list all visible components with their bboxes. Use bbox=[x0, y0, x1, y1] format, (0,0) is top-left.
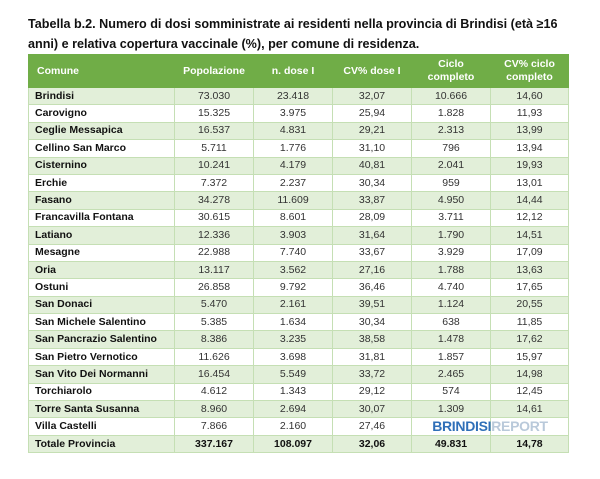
table-row bbox=[29, 140, 569, 157]
table-row bbox=[29, 261, 569, 278]
value-cell: 27,46 bbox=[333, 418, 412, 435]
value-cell: 11.626 bbox=[175, 348, 254, 365]
value-cell: 1.788 bbox=[412, 261, 491, 278]
value-cell: 33,67 bbox=[333, 244, 412, 261]
value-cell: 31,81 bbox=[333, 348, 412, 365]
value-cell: 14,98 bbox=[491, 366, 569, 383]
value-cell: 29,21 bbox=[333, 122, 412, 139]
value-cell: 16.537 bbox=[175, 122, 254, 139]
comune-cell: Ostuni bbox=[29, 279, 175, 296]
comune-cell: San Vito Dei Normanni bbox=[29, 366, 175, 383]
value-cell: 1.478 bbox=[412, 331, 491, 348]
value-cell: 1.857 bbox=[412, 348, 491, 365]
comune-cell: Totale Provincia bbox=[29, 435, 175, 452]
value-cell: 36,46 bbox=[333, 279, 412, 296]
table-row bbox=[29, 296, 569, 313]
value-cell: 4.612 bbox=[175, 383, 254, 400]
value-cell: 5.711 bbox=[175, 140, 254, 157]
value-cell: 638 bbox=[412, 314, 491, 331]
value-cell: 337.167 bbox=[175, 435, 254, 452]
value-cell: 32,07 bbox=[333, 88, 412, 105]
comune-cell: Torchiarolo bbox=[29, 383, 175, 400]
value-cell: 30,07 bbox=[333, 401, 412, 418]
table-row bbox=[29, 314, 569, 331]
value-cell: 12,45 bbox=[491, 383, 569, 400]
value-cell: 4.740 bbox=[412, 279, 491, 296]
column-header: Ciclo completo bbox=[412, 55, 491, 88]
table-row bbox=[29, 88, 569, 105]
value-cell: 17,09 bbox=[491, 244, 569, 261]
value-cell: 1.634 bbox=[254, 314, 333, 331]
value-cell: 2.694 bbox=[254, 401, 333, 418]
value-cell: 20,55 bbox=[491, 296, 569, 313]
value-cell: 1.124 bbox=[412, 296, 491, 313]
comune-cell: Latiano bbox=[29, 227, 175, 244]
value-cell: 574 bbox=[412, 383, 491, 400]
table-caption: Tabella b.2. Numero di dosi somministrate ai residenti nella provincia di Brindisi (età ≥16 anni) e relativa copertura vaccinale (%), per comune di residenza. bbox=[28, 17, 558, 51]
value-cell: 22.988 bbox=[175, 244, 254, 261]
comune-cell: Cisternino bbox=[29, 157, 175, 174]
value-cell: 8.601 bbox=[254, 209, 333, 226]
value-cell: 8.386 bbox=[175, 331, 254, 348]
table-row bbox=[29, 331, 569, 348]
table-header bbox=[29, 55, 569, 88]
value-cell: 73.030 bbox=[175, 88, 254, 105]
value-cell: 12,12 bbox=[491, 209, 569, 226]
value-cell: 14,78 bbox=[491, 435, 569, 452]
value-cell: 11,93 bbox=[491, 105, 569, 122]
value-cell: 14,51 bbox=[491, 227, 569, 244]
comune-cell: San Pietro Vernotico bbox=[29, 348, 175, 365]
value-cell: 34.278 bbox=[175, 192, 254, 209]
value-cell: 33,72 bbox=[333, 366, 412, 383]
value-cell: 11,85 bbox=[491, 314, 569, 331]
value-cell: 10.666 bbox=[412, 88, 491, 105]
value-cell: 9.792 bbox=[254, 279, 333, 296]
value-cell: 4.950 bbox=[412, 192, 491, 209]
value-cell: 5.549 bbox=[254, 366, 333, 383]
value-cell: 39,51 bbox=[333, 296, 412, 313]
value-cell: 1.309 bbox=[412, 401, 491, 418]
column-header: Comune bbox=[29, 55, 175, 88]
comune-cell: Torre Santa Susanna bbox=[29, 401, 175, 418]
value-cell: 29,12 bbox=[333, 383, 412, 400]
value-cell: 108.097 bbox=[254, 435, 333, 452]
value-cell: 30,34 bbox=[333, 174, 412, 191]
column-header: CV% ciclo completo bbox=[491, 55, 569, 88]
column-header: n. dose I bbox=[254, 55, 333, 88]
value-cell: 2.237 bbox=[254, 174, 333, 191]
table-row bbox=[29, 383, 569, 400]
watermark-part2: REPORT bbox=[491, 418, 548, 435]
value-cell: 3.903 bbox=[254, 227, 333, 244]
value-cell: 40,81 bbox=[333, 157, 412, 174]
table-row bbox=[29, 227, 569, 244]
value-cell: 1.776 bbox=[254, 140, 333, 157]
value-cell: 8.960 bbox=[175, 401, 254, 418]
value-cell: 13,63 bbox=[491, 261, 569, 278]
value-cell: 15,97 bbox=[491, 348, 569, 365]
value-cell: 19,93 bbox=[491, 157, 569, 174]
brindisireport-watermark bbox=[432, 419, 548, 434]
value-cell: 14,61 bbox=[491, 401, 569, 418]
comune-cell: San Michele Salentino bbox=[29, 314, 175, 331]
value-cell: 7.866 bbox=[175, 418, 254, 435]
value-cell: 13.117 bbox=[175, 261, 254, 278]
value-cell: 30,34 bbox=[333, 314, 412, 331]
value-cell: 13,94 bbox=[491, 140, 569, 157]
value-cell: 1.790 bbox=[412, 227, 491, 244]
value-cell: 2.041 bbox=[412, 157, 491, 174]
value-cell: 12.336 bbox=[175, 227, 254, 244]
table-row bbox=[29, 105, 569, 122]
value-cell: 3.975 bbox=[254, 105, 333, 122]
value-cell: 14,60 bbox=[491, 88, 569, 105]
value-cell: 17,62 bbox=[491, 331, 569, 348]
value-cell: 5.470 bbox=[175, 296, 254, 313]
value-cell: 2.313 bbox=[412, 122, 491, 139]
table-row bbox=[29, 244, 569, 261]
comune-cell: Francavilla Fontana bbox=[29, 209, 175, 226]
value-cell: 15.325 bbox=[175, 105, 254, 122]
value-cell: 38,58 bbox=[333, 331, 412, 348]
value-cell: 959 bbox=[412, 174, 491, 191]
value-cell: 1.828 bbox=[412, 105, 491, 122]
value-cell: 13,99 bbox=[491, 122, 569, 139]
comune-cell: Oria bbox=[29, 261, 175, 278]
column-header: Popolazione bbox=[175, 55, 254, 88]
value-cell: 3.929 bbox=[412, 244, 491, 261]
value-cell: 11.609 bbox=[254, 192, 333, 209]
value-cell: 14,44 bbox=[491, 192, 569, 209]
value-cell: 25,94 bbox=[333, 105, 412, 122]
table-row bbox=[29, 157, 569, 174]
value-cell: 1.343 bbox=[254, 383, 333, 400]
column-header: CV% dose I bbox=[333, 55, 412, 88]
comune-cell: Carovigno bbox=[29, 105, 175, 122]
value-cell: 28,09 bbox=[333, 209, 412, 226]
value-cell: 31,10 bbox=[333, 140, 412, 157]
value-cell: 13,01 bbox=[491, 174, 569, 191]
value-cell: 4.831 bbox=[254, 122, 333, 139]
value-cell: 2.161 bbox=[254, 296, 333, 313]
value-cell: 4.179 bbox=[254, 157, 333, 174]
value-cell: 7.372 bbox=[175, 174, 254, 191]
table-row bbox=[29, 348, 569, 365]
value-cell: 23.418 bbox=[254, 88, 333, 105]
value-cell: 32,06 bbox=[333, 435, 412, 452]
watermark-part1: BRINDISI bbox=[432, 418, 492, 435]
value-cell: 5.385 bbox=[175, 314, 254, 331]
value-cell: 49.831 bbox=[412, 435, 491, 452]
value-cell: 3.562 bbox=[254, 261, 333, 278]
value-cell: 2.160 bbox=[254, 418, 333, 435]
comune-cell: Villa Castelli bbox=[29, 418, 175, 435]
value-cell: 27,16 bbox=[333, 261, 412, 278]
comune-cell: Erchie bbox=[29, 174, 175, 191]
value-cell: 7.740 bbox=[254, 244, 333, 261]
table-row bbox=[29, 192, 569, 209]
comune-cell: San Donaci bbox=[29, 296, 175, 313]
comune-cell: Cellino San Marco bbox=[29, 140, 175, 157]
table-row bbox=[29, 401, 569, 418]
value-cell: 17,65 bbox=[491, 279, 569, 296]
value-cell: 31,64 bbox=[333, 227, 412, 244]
vaccination-table bbox=[28, 54, 569, 453]
value-cell: 3.698 bbox=[254, 348, 333, 365]
value-cell: 16.454 bbox=[175, 366, 254, 383]
comune-cell: Mesagne bbox=[29, 244, 175, 261]
table-row bbox=[29, 122, 569, 139]
comune-cell: San Pancrazio Salentino bbox=[29, 331, 175, 348]
value-cell: 26.858 bbox=[175, 279, 254, 296]
total-row bbox=[29, 435, 569, 452]
value-cell: 10.241 bbox=[175, 157, 254, 174]
comune-cell: Brindisi bbox=[29, 88, 175, 105]
value-cell: 796 bbox=[412, 140, 491, 157]
comune-cell: Fasano bbox=[29, 192, 175, 209]
table-row bbox=[29, 174, 569, 191]
value-cell: 3.711 bbox=[412, 209, 491, 226]
table-row bbox=[29, 366, 569, 383]
comune-cell: Ceglie Messapica bbox=[29, 122, 175, 139]
value-cell: 2.465 bbox=[412, 366, 491, 383]
value-cell: 30.615 bbox=[175, 209, 254, 226]
table-row bbox=[29, 209, 569, 226]
value-cell: 3.235 bbox=[254, 331, 333, 348]
value-cell: 33,87 bbox=[333, 192, 412, 209]
table-row bbox=[29, 279, 569, 296]
